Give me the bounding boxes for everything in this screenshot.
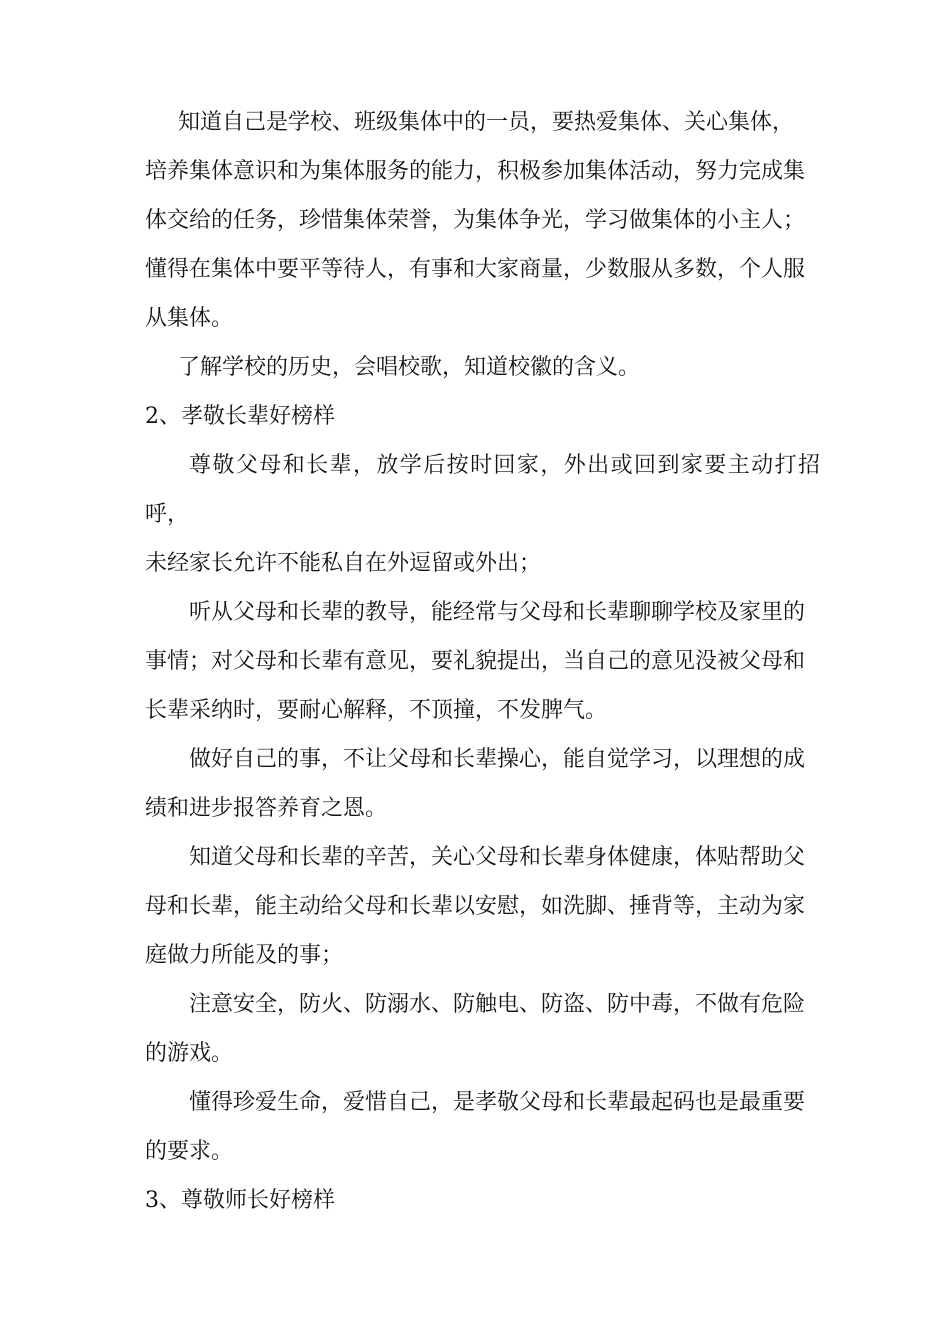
paragraph-school-history — [145, 343, 820, 392]
document-body — [145, 98, 820, 1225]
text-line: 知道父母和长辈的辛苦，关心父母和长辈身体健康，体贴帮助父 — [189, 845, 806, 870]
text-line: 长辈采纳时，要耐心解释，不顶撞，不发脾气。 — [145, 698, 608, 723]
text-line: 从集体。 — [145, 306, 234, 331]
text-line: 知道自己是学校、班级集体中的一员，要热爱集体、关心集体， — [178, 110, 795, 135]
section-heading-respect-elders: 2、孝敬长辈好榜样 — [145, 404, 335, 429]
paragraph-collective-love — [145, 98, 820, 343]
text-line: 绩和进步报答养育之恩。 — [145, 796, 388, 821]
text-line: 事情；对父母和长辈有意见，要礼貌提出，当自己的意见没被父母和 — [145, 649, 806, 674]
text-line: 培养集体意识和为集体服务的能力，积极参加集体活动，努力完成集 — [145, 159, 806, 184]
text-line: 懂得在集体中要平等待人，有事和大家商量，少数服从多数，个人服 — [145, 257, 806, 282]
paragraph-self-discipline — [145, 735, 820, 833]
text-line: 懂得珍爱生命，爱惜自己，是孝敬父母和长辈最起码也是最重要 — [189, 1090, 806, 1115]
paragraph-safety — [145, 980, 820, 1078]
text-line: 听从父母和长辈的教导，能经常与父母和长辈聊聊学校及家里的 — [189, 600, 806, 625]
paragraph-cherish-life — [145, 1078, 820, 1176]
text-line: 的要求。 — [145, 1139, 234, 1164]
text-line: 母和长辈，能主动给父母和长辈以安慰，如洗脚、捶背等，主动为家 — [145, 894, 806, 919]
text-line: 了解学校的历史，会唱校歌，知道校徽的含义。 — [178, 355, 641, 380]
text-line: 的游戏。 — [145, 1041, 234, 1066]
paragraph-care-parents — [145, 833, 820, 980]
text-line: 尊敬父母和长辈，放学后按时回家，外出或回到家要主动打招呼， — [145, 453, 820, 527]
paragraph-listen-parents — [145, 588, 820, 735]
text-line: 注意安全，防火、防溺水、防触电、防盗、防中毒，不做有危险 — [189, 992, 806, 1017]
text-line: 体交给的任务，珍惜集体荣誉，为集体争光，学习做集体的小主人； — [145, 208, 806, 233]
text-line: 做好自己的事，不让父母和长辈操心，能自觉学习，以理想的成 — [189, 747, 806, 772]
text-line: 庭做力所能及的事； — [145, 943, 344, 968]
section-heading-respect-teachers: 3、尊敬师长好榜样 — [145, 1188, 335, 1213]
paragraph-respect-parents — [145, 441, 820, 588]
text-line: 未经家长允许不能私自在外逗留或外出； — [145, 551, 542, 576]
